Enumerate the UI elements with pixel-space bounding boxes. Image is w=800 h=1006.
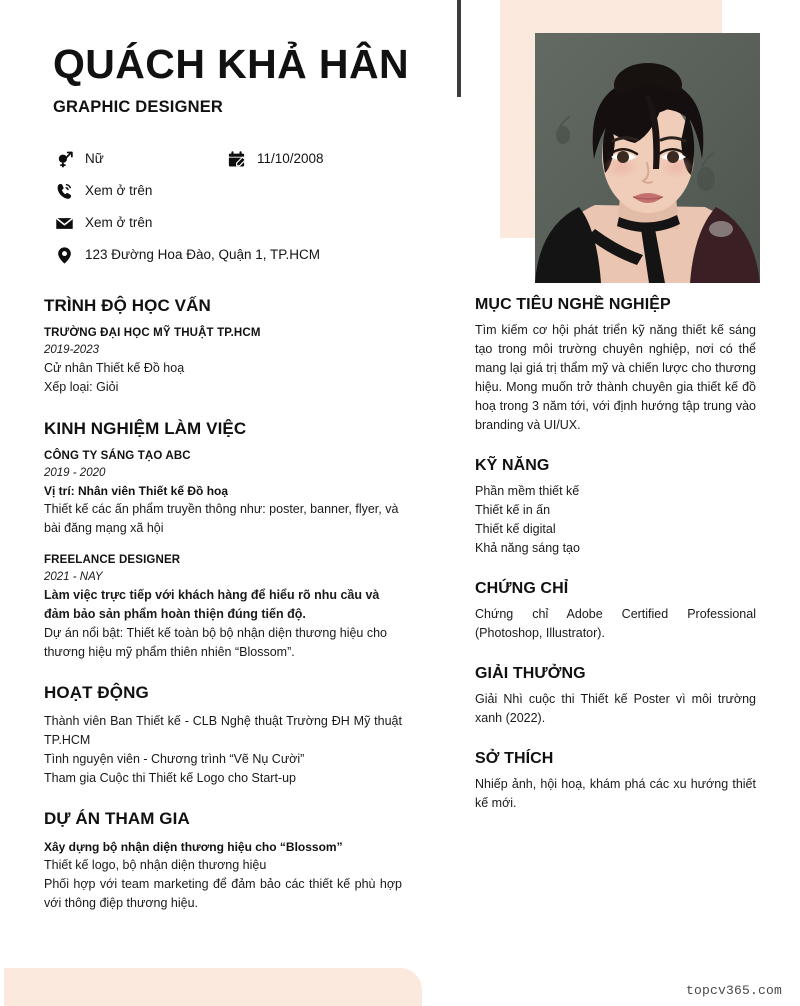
section-skills (475, 457, 756, 558)
contact-info (53, 148, 453, 276)
section-title-activities: HOẠT ĐỘNG (44, 683, 149, 703)
experience-company: CÔNG TY SÁNG TẠO ABC (44, 449, 191, 462)
profile-photo (535, 33, 760, 283)
envelope-icon (53, 212, 75, 234)
section-objective (475, 296, 756, 435)
section-title-education: TRÌNH ĐỘ HỌC VẤN (44, 296, 211, 315)
section-title-skills: KỸ NĂNG (475, 457, 550, 474)
section-title-awards: GIẢI THƯỞNG (475, 665, 586, 682)
experience-company: FREELANCE DESIGNER (44, 553, 181, 566)
section-title-experience: KINH NGHIỆM LÀM VIỆC (44, 418, 247, 438)
contact-birthdate (225, 148, 324, 170)
project-name: Xây dựng bộ nhận diện thương hiệu cho “Blossom” (44, 840, 343, 855)
section-certificates (475, 580, 756, 643)
experience-date: 2019 - 2020 (44, 466, 106, 479)
address-value: 123 Đường Hoa Đào, Quận 1, TP.HCM (85, 247, 321, 263)
contact-row (53, 180, 453, 202)
contact-row (53, 148, 453, 170)
watermark: topcv365.com (685, 983, 782, 998)
experience-date: 2021 - NAY (44, 570, 103, 583)
left-column (44, 296, 402, 913)
project-description: Phối hợp với team marketing để đảm bảo các thiết kế phù hợp với thông điệp thương hiệu. (44, 877, 402, 910)
contact-gender (53, 148, 225, 170)
section-title-certificates: CHỨNG CHỈ (475, 580, 569, 597)
phone-icon (53, 180, 75, 202)
experience-entry (44, 448, 402, 538)
gender-icon (53, 148, 75, 170)
contact-phone (53, 180, 225, 202)
cv-header (0, 0, 460, 117)
education-grade: Xếp loại: Giỏi (44, 380, 119, 395)
section-experience (44, 419, 402, 661)
awards-body: Giải Nhì cuộc thi Thiết kế Poster vì môi trường xanh (2022). (475, 692, 756, 725)
email-value: Xem ở trên (85, 215, 153, 231)
job-title: GRAPHIC DESIGNER (53, 98, 224, 117)
gender-value: Nữ (85, 151, 104, 167)
birthdate-value: 11/10/2008 (257, 151, 324, 167)
contact-email (53, 212, 225, 234)
section-hobbies (475, 750, 756, 813)
experience-entry (44, 552, 402, 661)
activity-item: Tham gia Cuộc thi Thiết kế Logo cho Start-up (44, 770, 296, 785)
contact-row (53, 244, 453, 266)
location-pin-icon (53, 244, 75, 266)
calendar-icon (225, 148, 247, 170)
education-entry (44, 325, 402, 397)
project-description: Thiết kế logo, bộ nhận diện thương hiệu (44, 858, 267, 873)
section-activities (44, 683, 402, 787)
peach-bottom-block (4, 968, 422, 1006)
experience-highlight: Làm việc trực tiếp với khách hàng để hiểu rõ nhu cầu và đảm bảo sản phẩm hoàn thiện đúng tiến độ. (44, 588, 380, 622)
skill-item: Phần mềm thiết kế (475, 484, 580, 498)
experience-role: Vị trí: Nhân viên Thiết kế Đồ hoạ (44, 484, 229, 499)
section-projects (44, 809, 402, 912)
activity-item: Thành viên Ban Thiết kế - CLB Nghệ thuật Trường ĐH Mỹ thuật TP.HCM (44, 714, 402, 748)
section-education (44, 296, 402, 397)
project-entry (44, 838, 402, 912)
hobbies-body: Nhiếp ảnh, hội hoạ, khám phá các xu hướng thiết kế mới. (475, 777, 756, 810)
page-title: QUÁCH KHẢ HÂN (53, 41, 409, 87)
contact-row (53, 212, 453, 234)
education-date: 2019-2023 (44, 343, 99, 356)
certificates-body: Chứng chỉ Adobe Certified Professional (Photoshop, Illustrator). (475, 607, 756, 640)
experience-description: Dự án nổi bật: Thiết kế toàn bộ bộ nhận diện thương hiệu cho thương hiệu mỹ phẩm thiên nhiên “Blossom”. (44, 625, 387, 659)
section-title-hobbies: SỞ THÍCH (475, 750, 554, 767)
section-awards (475, 665, 756, 728)
skill-item: Khả năng sáng tạo (475, 541, 580, 555)
activity-item: Tình nguyện viên - Chương trình “Vẽ Nụ Cười” (44, 751, 305, 766)
right-column (475, 296, 756, 813)
education-school: TRƯỜNG ĐẠI HỌC MỸ THUẬT TP.HCM (44, 327, 261, 339)
skill-item: Thiết kế digital (475, 522, 556, 536)
skill-item: Thiết kế in ấn (475, 503, 551, 517)
education-degree: Cử nhân Thiết kế Đồ hoạ (44, 361, 185, 376)
phone-value: Xem ở trên (85, 183, 153, 199)
objective-body: Tìm kiếm cơ hội phát triển kỹ năng thiết kế sáng tạo trong môi trường chuyên nghiệp, nơi có thể mang lại giá trị thẩm mỹ và chiến lược cho thương hiệu. Mong muốn trở thành chuyên gia thiết kế đồ hoạ trong 3 năm tới, với định hướng tập trung vào branding và UI/UX. (475, 323, 756, 432)
contact-address (53, 244, 320, 266)
section-title-objective: MỤC TIÊU NGHỀ NGHIỆP (475, 296, 671, 313)
experience-description: Thiết kế các ấn phẩm truyền thông như: poster, banner, flyer, và bài đăng mạng xã hội (44, 502, 399, 536)
section-title-projects: DỰ ÁN THAM GIA (44, 809, 190, 829)
